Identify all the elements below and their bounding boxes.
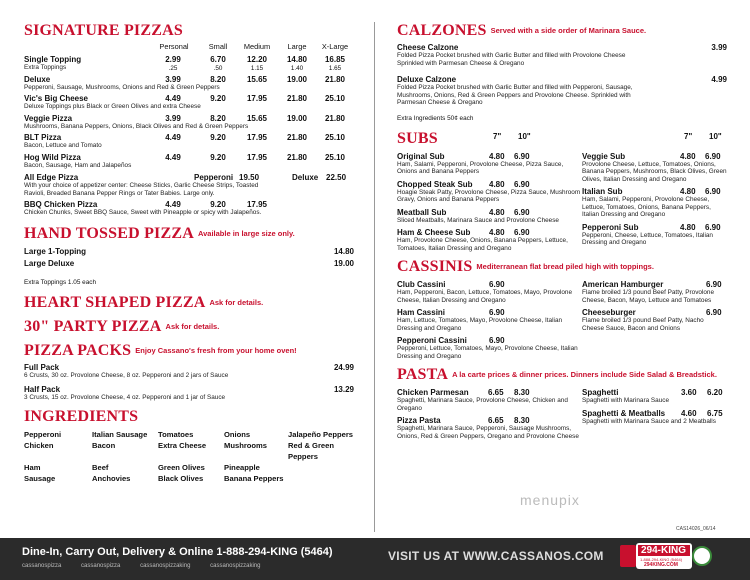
item-price: 17.95 [246,152,268,162]
right-column [397,22,727,446]
item-price: 4.80 [489,207,505,217]
item-price: 6.90 [705,222,721,232]
item-price: 6.75 [707,408,723,418]
item-description: Folded Pizza Pocket brushed with Garlic Butter and filled with Pepperoni, Sausage, Mushrooms, Onions, Red & Green Peppers and Provolone Cheese. Sprinkled with Parmesan Cheese & Oregano [397,84,633,106]
extra-price: 1.15 [250,65,264,72]
ingredient-cell: Beef [92,462,109,472]
item-name: Veggie Pizza [24,113,73,123]
item-price: 9.20 [210,94,226,103]
left-column [24,22,354,490]
item-name: BLT Pizza [24,133,62,142]
menu-item [397,388,582,412]
item-name: Italian Sub [582,187,623,196]
ingredient-cell: Banana Peppers [224,473,284,483]
item-price: 19.00 [286,113,308,123]
item-price: 4.99 [711,75,727,84]
item-price: 15.65 [246,74,268,84]
item-name: Single Topping [24,55,82,64]
heart-shaped-section [24,294,354,312]
ingredient-cell: Pepperoni [24,429,62,439]
ingredient-cell: Pineapple [224,462,260,472]
item-price: 24.99 [333,362,354,372]
size-header-7: 7" [684,131,693,141]
extra-price: .25 [168,65,178,72]
294-king-logo [620,541,712,571]
item-description: Ham, Provolone Cheese, Onions, Banana Peppers, Lettuce, Tomatoes, Italian Dressing and Oregano [397,237,568,252]
ingredients-section [24,408,354,484]
pasta-section [397,366,727,440]
ingredient-cell: Red & Green Peppers [288,440,334,461]
calzones-section [397,22,727,122]
item-name: Large Deluxe [24,258,75,268]
menu-item [582,308,727,332]
item-description: Ham, Pepperoni, Bacon, Lettuce, Tomatoes, Mayo, Provolone Cheese, Italian Dressing and Oregano [397,289,573,304]
menu-item [24,363,354,380]
item-price: 12.20 [246,55,268,64]
item-name: American Hamburger [582,280,664,289]
item-description: Spaghetti with Marinara Sauce [582,397,670,404]
item-price: 3.99 [165,74,181,84]
item-price: 4.80 [680,187,696,196]
section-title: PIZZA PACKS $^{Enjoy Cassano's fresh from your home oven!}$ [24,341,297,359]
menu-item [397,228,582,252]
item-price: 6.90 [514,207,530,217]
item-price: 17.95 [246,94,268,103]
party-pizza-section [24,318,354,336]
ingredient-cell: Ham [24,462,41,472]
item-description: Ham, Salami, Pepperoni, Provolone Cheese, Pizza Sauce, Onions and Banana Peppers [397,160,564,175]
extra-note: Extra Toppings 1.05 each [24,278,97,286]
pasta-left-column [397,384,582,440]
item-price: 4.49 [165,152,181,162]
pasta-grid [397,384,727,440]
item-description: Mushrooms, Banana Peppers, Onions, Black Olives and Red & Green Peppers [24,122,249,130]
item-price: 6.70 [210,55,226,64]
menu-item [397,416,582,440]
footer-bar [0,538,750,580]
ingredient-cell: Tomatoes [158,429,194,439]
ingredient-cell: Italian Sausage [92,429,148,439]
instagram-handle[interactable]: cassanospizzaking [140,563,191,569]
item-price: 17.95 [246,133,268,142]
cassinis-section [397,258,727,360]
item-price: 8.30 [514,416,530,425]
ingredient-cell: Green Olives [158,462,205,472]
item-price: 21.80 [286,94,308,103]
size-header-7: 7" [493,131,502,141]
header-large: Large [287,42,307,51]
item-price-label: Pepperoni [194,173,234,182]
item-price: 22.50 [326,173,347,182]
header-xlarge: X-Large [321,42,349,51]
item-name: Hog Wild Pizza [24,152,81,162]
subs-grid [397,148,727,253]
item-description: Deluxe Toppings plus Black or Green Olives and extra Cheese [24,103,201,110]
menu-item [24,94,354,111]
menu-item [397,280,582,304]
item-name: Deluxe [24,74,51,84]
item-description: 3 Crusts, 15 oz. Provolone Cheese, 4 oz. Pepperoni and 1 jar of Sauce [24,394,226,401]
item-price: 3.60 [681,388,697,397]
menu-item [24,247,354,259]
item-price: 8.20 [210,74,226,84]
item-name: Pepperoni Sub [582,222,639,232]
item-name: Half Pack [24,385,61,394]
item-price: 21.80 [286,133,308,142]
ingredient-cell [288,473,358,484]
item-description: Ham, Lettuce, Tomatoes, Mayo, Provolone Cheese, Italian Dressing and Oregano [397,317,563,332]
item-price: 6.90 [706,308,722,317]
menu-item [397,336,582,360]
facebook-handle[interactable]: cassanospizza [22,563,62,569]
menu-item [24,114,354,131]
item-price: 9.20 [210,200,226,209]
item-price: 21.80 [286,152,308,162]
subs-left-column [397,148,582,253]
header-small: Small [208,42,228,51]
item-price: 25.10 [324,94,346,103]
menu-item [582,409,727,426]
ingredient-cell: Jalapeño Peppers [288,429,353,439]
section-title: SUBS [397,129,438,147]
item-name: Meatball Sub [397,207,447,217]
item-price: 19.50 [239,173,260,182]
section-title: HEART SHAPED PIZZA $^{Ask for details.}$ [24,293,264,311]
extra-price: .50 [213,65,223,72]
logo-box [620,545,636,567]
menu-item [397,43,727,67]
item-name: BBQ Chicken Pizza [24,200,98,209]
subs-section [397,130,727,253]
twitter-handle[interactable]: cassanospizza [81,563,121,569]
item-price: 3.99 [165,113,181,123]
ingredient-cell: Black Olives [158,473,204,483]
item-price: 6.90 [489,336,505,345]
menu-item [24,259,354,271]
item-name: Original Sub [397,151,445,161]
menu-item [24,55,354,72]
item-price: 6.90 [489,280,505,289]
section-title: HAND TOSSED PIZZA $^{Available in large size only.}$ [24,224,295,242]
item-description: Spaghetti, Marinara Sauce, Pepperoni, Sausage Mushrooms, Onions, Red & Green Peppers, Oregano and Provolone Cheese [397,425,579,440]
extra-price: 1.40 [290,65,304,72]
item-price: 16.85 [324,55,346,64]
item-price-label: Deluxe [292,173,319,182]
item-price: 9.20 [210,133,226,142]
menu-item [397,75,727,107]
section-title: CALZONES $^{Served with a side order of Marinara Sauce.}$ [397,22,647,39]
youtube-handle[interactable]: cassanospizzaking [210,563,261,569]
item-price: 8.30 [514,388,530,397]
item-name: Cheese Calzone [397,43,459,52]
item-description: Chicken Chunks, Sweet BBQ Sauce, Sweet with Pineapple or spicy with Jalapeños. [24,209,262,216]
item-price: 14.80 [286,55,308,64]
social-handles [22,563,278,569]
item-price: 6.90 [706,280,722,289]
item-price: 6.65 [488,416,504,425]
item-price: 6.90 [514,151,530,161]
item-name: Cheeseburger [582,308,636,317]
menu-item [24,133,354,150]
ingredient-cell: Extra Cheese [158,440,207,450]
item-price: 4.49 [165,200,181,209]
item-description: Flame broiled 1/3 pound Beef Patty, Nacho Cheese Sauce, Bacon and Onions [582,317,704,332]
subs-right-column [582,148,727,253]
menu-item [397,152,582,176]
item-description: Folded Pizza Pocket brushed with Garlic Butter and filled with Provolone Cheese Sprinkled with Parmesan Cheese & Oregano [397,52,626,67]
logo-url: 294KING.COM [644,562,678,568]
header-medium: Medium [243,42,271,51]
item-description: Pepperoni, Sausage, Mushrooms, Onions and Red & Green Peppers [24,83,220,91]
menu-item [24,173,354,197]
item-price: 21.80 [324,74,346,84]
ingredient-cell: Onions [224,429,251,439]
menu-item [24,385,354,402]
item-price: 6.90 [514,179,530,189]
section-title: INGREDIENTS [24,407,139,425]
item-price: 6.65 [488,388,504,397]
item-price: 25.10 [324,152,346,162]
section-title: CASSINIS $^{Mediterranean flat bread piled high with toppings.}$ [397,258,654,275]
item-price: 8.20 [210,113,226,123]
menu-item [24,75,354,92]
cassinis-grid [397,276,727,360]
signature-pizzas-section [24,22,354,217]
pizza-packs-section [24,342,354,402]
size-header-10: 10" [518,131,531,141]
item-price: 4.80 [489,179,505,189]
ingredient-cell: Chicken [24,440,54,450]
item-description: Bacon, Lettuce and Tomato [24,142,102,149]
logo-text: 294-KING [641,545,687,556]
ingredient-cell: Mushrooms [224,440,268,450]
item-price: 4.80 [680,222,696,232]
menu-item [582,152,727,184]
item-description: Extra Toppings [24,64,67,71]
menu-item [397,180,582,204]
item-name: Vic's Big Cheese [24,94,89,103]
column-divider [374,22,375,532]
ingredients-grid [24,429,354,484]
menu-item [582,388,727,405]
item-name: Pizza Pasta [397,416,441,425]
item-name: Spaghetti [582,388,619,397]
menu-item [397,208,582,225]
item-price: 13.29 [333,385,354,394]
menu-item [397,308,582,332]
item-price: 4.80 [680,151,696,161]
ingredient-cell [288,462,358,473]
item-price: 9.20 [210,152,226,162]
extra-note: Extra Ingredients 50¢ each [397,114,474,122]
item-name: Club Cassini [397,280,446,289]
item-price: 2.99 [165,55,181,64]
item-price: 4.80 [489,228,505,237]
item-price: 19.00 [333,258,354,268]
item-price: 19.00 [286,74,308,84]
item-name: Deluxe Calzone [397,75,457,84]
item-description: 6 Crusts, 30 oz. Provolone Cheese, 8 oz. Pepperoni and 2 jars of Sauce [24,371,229,379]
menu-item [582,223,727,247]
item-description: Hoagie Steak Patty, Provolone Cheese, Pizza Sauce, Mushroom Gravy, Onions and Banana Peppers [397,188,581,203]
item-name: Large 1-Topping [24,246,87,256]
item-price: 6.90 [705,151,721,161]
item-name: All Edge Pizza [24,173,79,182]
pasta-right-column [582,384,727,440]
item-price: 6.90 [514,228,530,237]
item-description: Ham, Salami, Pepperoni, Provolone Cheese, Lettuce, Tomatoes, Onions, Banana Peppers, Italian Dressing and Oregano [582,196,711,218]
item-price: 6.20 [707,388,723,397]
item-description: Bacon, Sausage, Ham and Jalapeños [24,161,132,169]
item-price: 15.65 [246,113,268,123]
section-title: 30" PARTY PIZZA $^{Ask for details.}$ [24,317,220,335]
ingredient-cell: Anchovies [92,473,131,483]
menu-item [24,200,354,217]
menu-item [582,280,727,304]
item-price: 3.99 [711,43,727,52]
menu-item [582,187,727,219]
item-price: 4.49 [165,133,181,142]
item-description: Sliced Meatballs, Marinara Sauce and Provolone Cheese [397,216,559,224]
item-description: Spaghetti, Marinara Sauce, Provolone Cheese, Chicken and Oregano [397,397,568,412]
item-name: Chopped Steak Sub [397,179,473,189]
cassinis-left-column [397,276,582,360]
header-personal: Personal [159,42,189,51]
item-description: Spaghetti with Marinara Sauce and 2 Meatballs [582,417,716,425]
signature-items [24,55,354,169]
watermark: menupix [520,492,580,508]
item-description: With your choice of appetizer center: Cheese Sticks, Garlic Cheese Strips, Toasted Ravioli, Breaded Banana Pepper Rings or Tater Babies. Large only. [24,182,259,197]
item-price: 4.49 [165,94,181,103]
hand-tossed-section [24,225,354,286]
item-name: Pepperoni Cassini [397,336,467,345]
item-name: Full Pack [24,362,60,372]
ingredient-cell: Bacon [92,440,116,450]
item-price: 6.90 [489,308,505,317]
item-name: Ham & Cheese Sub [397,228,471,237]
item-price: 17.95 [246,200,268,209]
logo-small-text: 1-888-294-KING (5464) [640,557,683,562]
item-price: 4.80 [489,151,505,161]
item-name: Veggie Sub [582,151,626,161]
item-price: 6.90 [705,187,721,196]
section-title: SIGNATURE PIZZAS [24,22,183,39]
item-name: Spaghetti & Meatballs [582,408,666,418]
size-header-10: 10" [709,131,722,141]
footer-contact: Dine-In, Carry Out, Delivery & Online 1-888-294-KING (5464) [22,546,333,558]
print-code: CAS14026_06/14 [676,526,716,532]
logo-badge-icon [693,547,711,565]
item-price: 4.60 [681,408,697,418]
item-description: Pepperoni, Cheese, Lettuce, Tomatoes, Italian Dressing and Oregano [582,231,713,246]
ingredient-cell: Sausage [24,473,56,483]
cassinis-right-column [582,276,727,360]
price-header [24,42,354,52]
extra-price: 1.65 [328,65,342,72]
menu-item [24,153,354,170]
item-description: Pepperoni, Lettuce, Tomatoes, Mayo, Provolone Cheese, Italian Dressing and Oregano [397,345,578,360]
item-description: Provolone Cheese, Lettuce, Tomatoes, Onions, Banana Peppers, Mushrooms, Black Olives, Green Olives, Italian Dressing and Oregano [582,160,727,183]
item-name: Chicken Parmesan [397,388,469,397]
section-title: PASTA $^{A la carte prices \& dinner prices. Dinners include Side Salad \& Breadstick.}$ [397,366,717,383]
item-price: 21.80 [324,113,346,123]
item-name: Ham Cassini [397,308,446,317]
item-price: 25.10 [324,133,346,142]
item-description: Flame broiled 1/3 pound Beef Patty, Provolone Cheese, Bacon, Mayo, Lettuce and Tomatoes [582,289,715,304]
item-price: 14.80 [333,246,354,256]
website-text[interactable]: VISIT US AT WWW.CASSANOS.COM [388,549,604,563]
